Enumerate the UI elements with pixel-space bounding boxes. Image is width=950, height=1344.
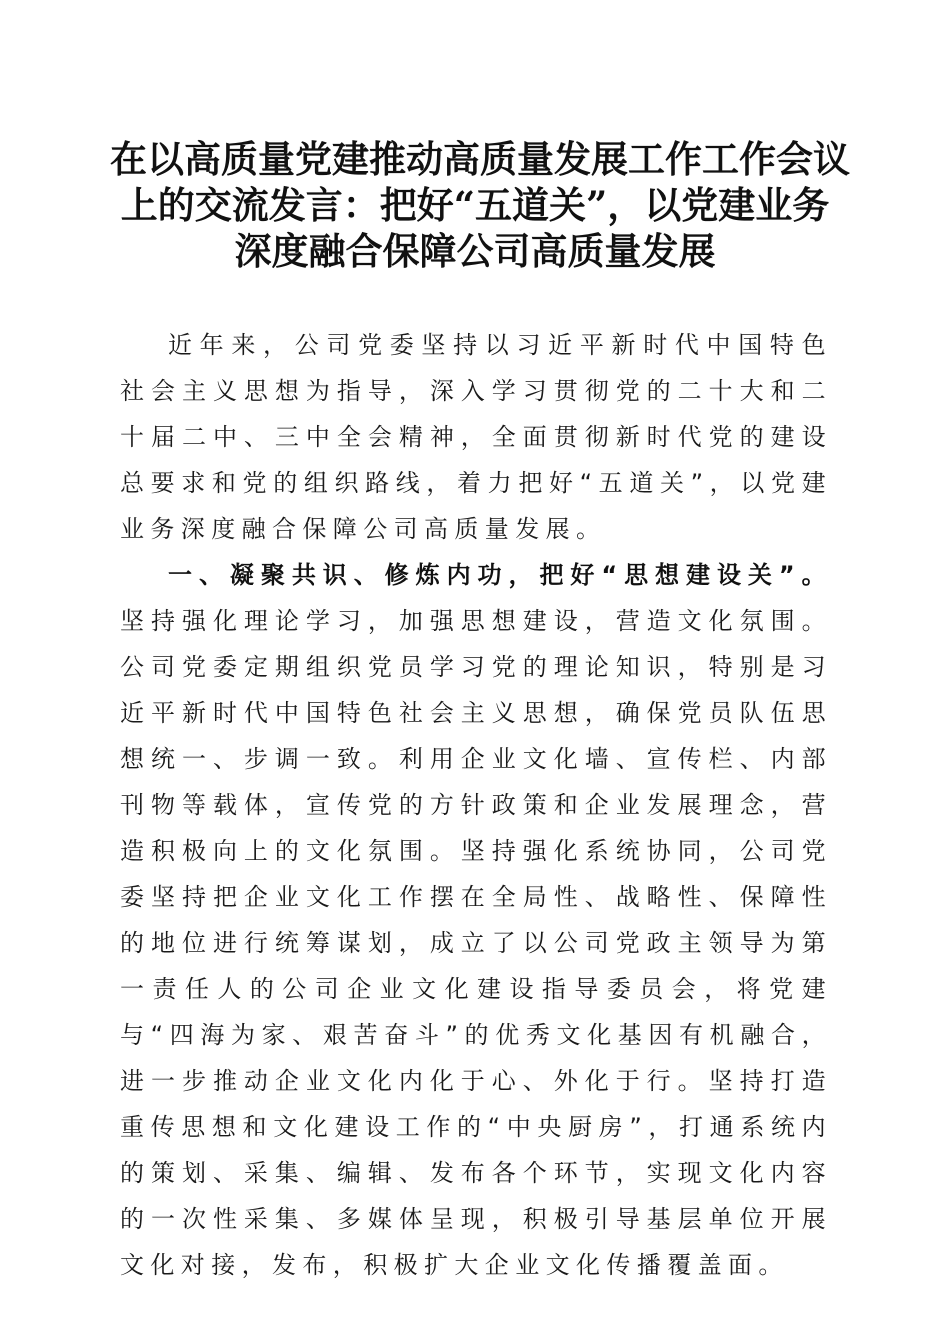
title-line-1: 在以高质量党建推动高质量发展工作工作会议 xyxy=(110,137,850,181)
paragraph-intro-text: 近年来，公司党委坚持以习近平新时代中国特色社会主义思想为指导，深入学习贯彻党的二十大和二十届二中、三中全会精神，全面贯彻新时代党的建设总要求和党的组织路线，着力把好“五道关”，以党建业务深度融合保障公司高质量发展。 xyxy=(120,331,832,543)
title-line-3: 深度融合保障公司高质量发展 xyxy=(234,229,716,273)
document-title xyxy=(110,136,850,274)
paragraph-intro xyxy=(120,322,832,552)
section-1-text: 坚持强化理论学习，加强思想建设，营造文化氛围。公司党委定期组织党员学习党的理论知识，特别是习近平新时代中国特色社会主义思想，确保党员队伍思想统一、步调一致。利用企业文化墙、宣传栏、内部刊物等载体，宣传党的方针政策和企业发展理念，营造积极向上的文化氛围。坚持强化系统协同，公司党委坚持把企业文化工作摆在全局性、战略性、保障性的地位进行统筹谋划，成立了以公司党政主领导为第一责任人的公司企业文化建设指导委员会，将党建与“四海为家、艰苦奋斗”的优秀文化基因有机融合，进一步推动企业文化内化于心、外化于行。坚持打造重传思想和文化建设工作的“中央厨房”，打通系统内的策划、采集、编辑、发布各个环节，实现文化内容的一次性采集、多媒体呈现，积极引导基层单位开展文化对接，发布，积极扩大企业文化传播覆盖面。 xyxy=(120,607,832,1279)
section-1-heading: 一、凝聚共识、修炼内功，把好“思想建设关”。 xyxy=(168,561,832,589)
paragraph-section-1 xyxy=(120,552,832,1288)
document-body xyxy=(120,322,832,1288)
title-line-2: 上的交流发言：把好“五道关”，以党建业务 xyxy=(120,183,830,227)
